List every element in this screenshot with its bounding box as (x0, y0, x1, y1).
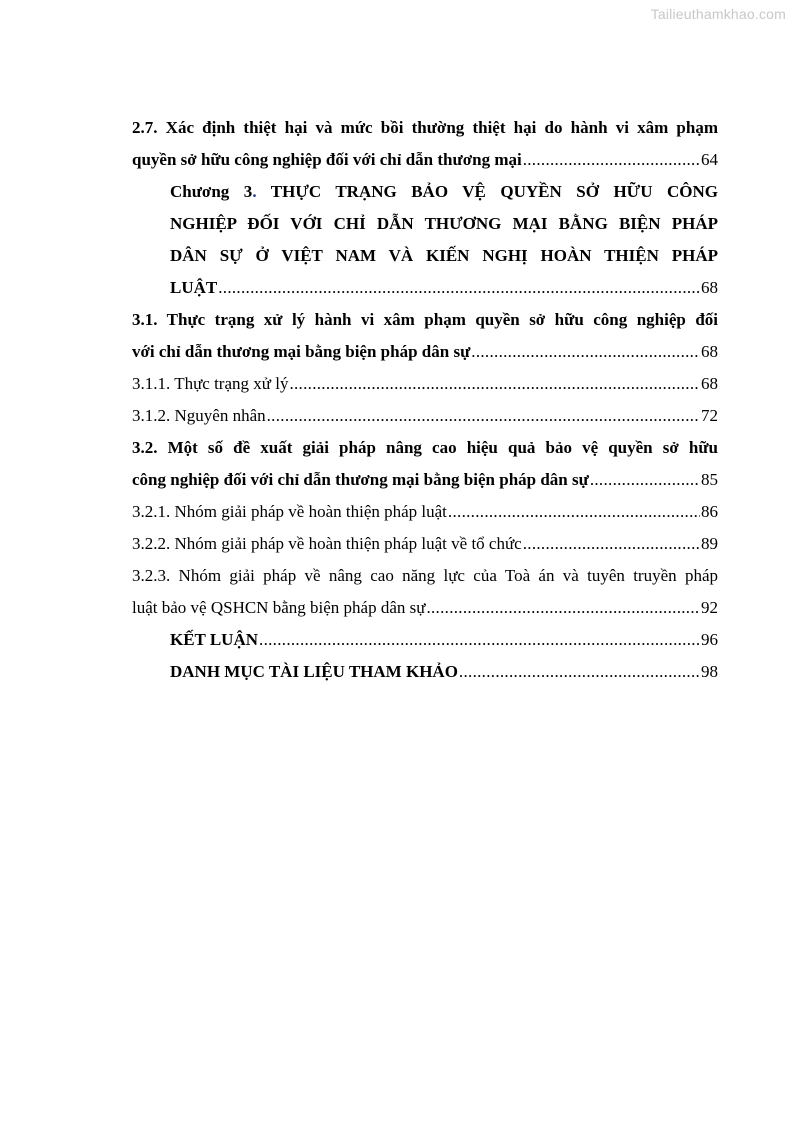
toc-entry-3-2[interactable] (132, 432, 718, 496)
toc-entry-title: quyền sở hữu công nghiệp đối với chỉ dẫn thương mại (132, 150, 522, 169)
leader-dots (523, 144, 700, 176)
toc-entry-ket-luan[interactable] (132, 624, 718, 656)
toc-entry-title-line: DÂN SỰ Ở VIỆT NAM VÀ KIẾN NGHỊ HOÀN THIỆN PHÁP (170, 246, 718, 265)
toc-entry-title: 3.1.1. Thực trạng xử lý (132, 374, 289, 393)
page-number: 96 (701, 630, 718, 649)
toc-entry-title: DANH MỤC TÀI LIỆU THAM KHẢO (170, 662, 458, 681)
toc-entry-3-2-1[interactable] (132, 496, 718, 528)
page-number: 68 (701, 342, 718, 361)
toc-entry-danh-muc[interactable] (132, 656, 718, 688)
toc-entry-title: công nghiệp đối với chỉ dẫn thương mại bằng biện pháp dân sự (132, 470, 589, 489)
chapter-dot: . (252, 182, 257, 201)
watermark: Tailieuthamkhao.com (650, 6, 786, 22)
leader-dots (590, 464, 700, 496)
page-number: 89 (701, 534, 718, 553)
leader-dots (259, 624, 700, 656)
page-number: 98 (701, 662, 718, 681)
leader-dots (523, 528, 700, 560)
toc-entry-title: 3.2.1. Nhóm giải pháp về hoàn thiện pháp luật (132, 502, 447, 521)
toc-entry-title-line: NGHIỆP ĐỐI VỚI CHỈ DẪN THƯƠNG MẠI BẰNG BIỆN PHÁP (170, 214, 718, 233)
page-number: 64 (701, 150, 718, 169)
leader-dots (426, 592, 700, 624)
toc-entry-title: luật bảo vệ QSHCN bằng biện pháp dân sự (132, 598, 426, 617)
leader-dots (289, 368, 700, 400)
page-number: 68 (701, 278, 718, 297)
toc-entry-chapter-3[interactable] (132, 176, 718, 304)
leader-dots (218, 272, 700, 304)
toc-entry-title: LUẬT (170, 278, 218, 297)
toc-entry-title: với chỉ dẫn thương mại bằng biện pháp dân sự (132, 342, 471, 361)
page-number: 85 (701, 470, 718, 489)
toc-entry-title: 3.2.2. Nhóm giải pháp về hoàn thiện pháp luật về tổ chức (132, 534, 522, 553)
toc-entry-3-1[interactable] (132, 304, 718, 368)
chapter-title-start: THỰC TRẠNG BẢO VỆ QUYỀN SỞ HỮU CÔNG (256, 182, 718, 201)
toc-entry-title-line: 3.1. Thực trạng xử lý hành vi xâm phạm quyền sở hữu công nghiệp đối (132, 310, 718, 329)
toc-entry-2-7[interactable] (132, 112, 718, 176)
page-number: 72 (701, 406, 718, 425)
toc-entry-title-line: 2.7. Xác định thiệt hại và mức bồi thường thiệt hại do hành vi xâm phạm (132, 118, 718, 137)
toc-entry-title: KẾT LUẬN (170, 630, 259, 649)
toc-entry-3-1-2[interactable] (132, 400, 718, 432)
leader-dots (459, 656, 700, 688)
leader-dots (448, 496, 700, 528)
leader-dots (267, 400, 700, 432)
toc-entry-title-line: 3.2. Một số đề xuất giải pháp nâng cao hiệu quả bảo vệ quyền sở hữu (132, 438, 718, 457)
chapter-label: Chương 3 (170, 182, 253, 201)
toc-entry-title-line: 3.2.3. Nhóm giải pháp về nâng cao năng lực của Toà án và tuyên truyền pháp (132, 566, 718, 585)
page-number: 68 (701, 374, 718, 393)
toc-entry-3-1-1[interactable] (132, 368, 718, 400)
page-number: 86 (701, 502, 718, 521)
toc-entry-3-2-2[interactable] (132, 528, 718, 560)
toc-entry-title-line (170, 176, 718, 208)
page-number: 92 (701, 598, 718, 617)
leader-dots (471, 336, 700, 368)
toc-entry-3-2-3[interactable] (132, 560, 718, 624)
toc-entry-title: 3.1.2. Nguyên nhân (132, 406, 266, 425)
table-of-contents (132, 112, 718, 688)
